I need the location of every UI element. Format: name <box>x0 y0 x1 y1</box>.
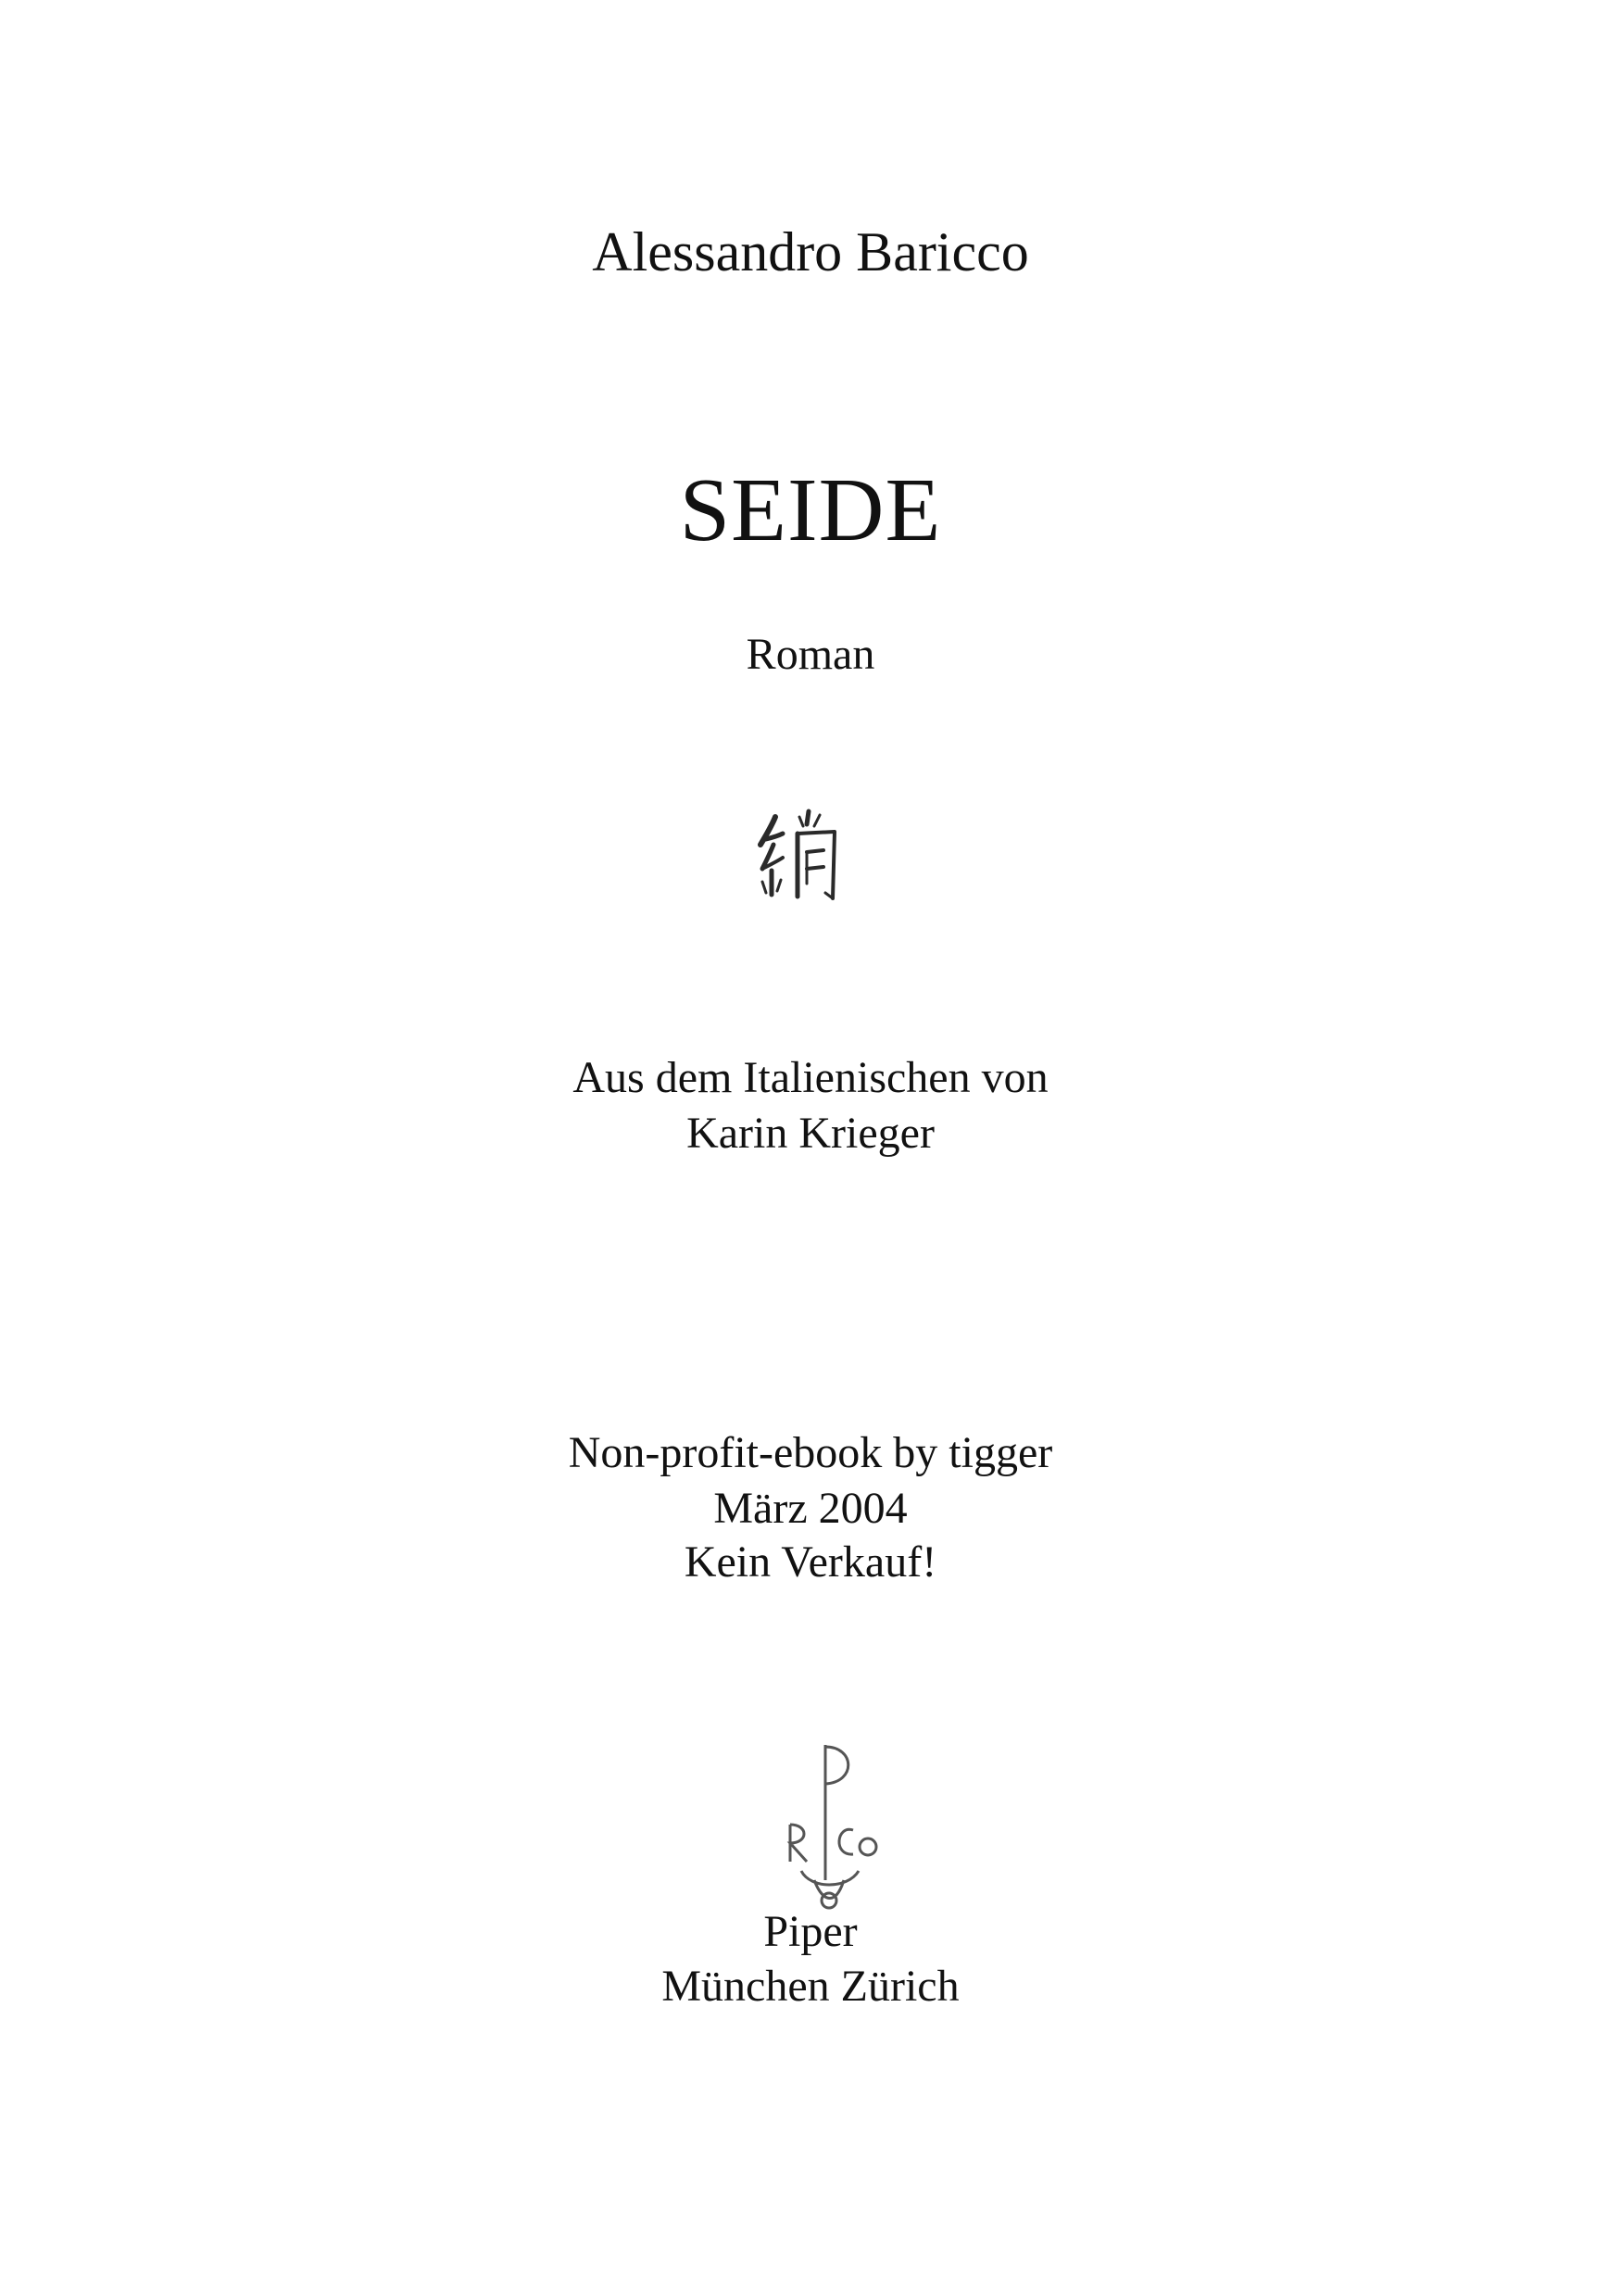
ebook-notice: Kein Verkauf! <box>684 1537 937 1587</box>
book-genre: Roman <box>746 630 875 679</box>
book-title: SEIDE <box>679 460 942 560</box>
publisher-name: Piper <box>763 1907 858 1956</box>
translator-name: Karin Krieger <box>686 1109 935 1158</box>
ebook-note-line: Non-profit-ebook by tigger <box>568 1428 1053 1477</box>
ebook-date: März 2004 <box>713 1484 908 1533</box>
piper-logo-icon <box>783 1741 885 1917</box>
publisher-cities: München Zürich <box>661 1962 960 2011</box>
chinese-silk-character-icon <box>755 804 857 906</box>
author-text: Alessandro Baricco <box>592 221 1029 282</box>
translation-credit-line: Aus dem Italienischen von <box>572 1053 1049 1102</box>
author-name <box>0 221 1621 282</box>
